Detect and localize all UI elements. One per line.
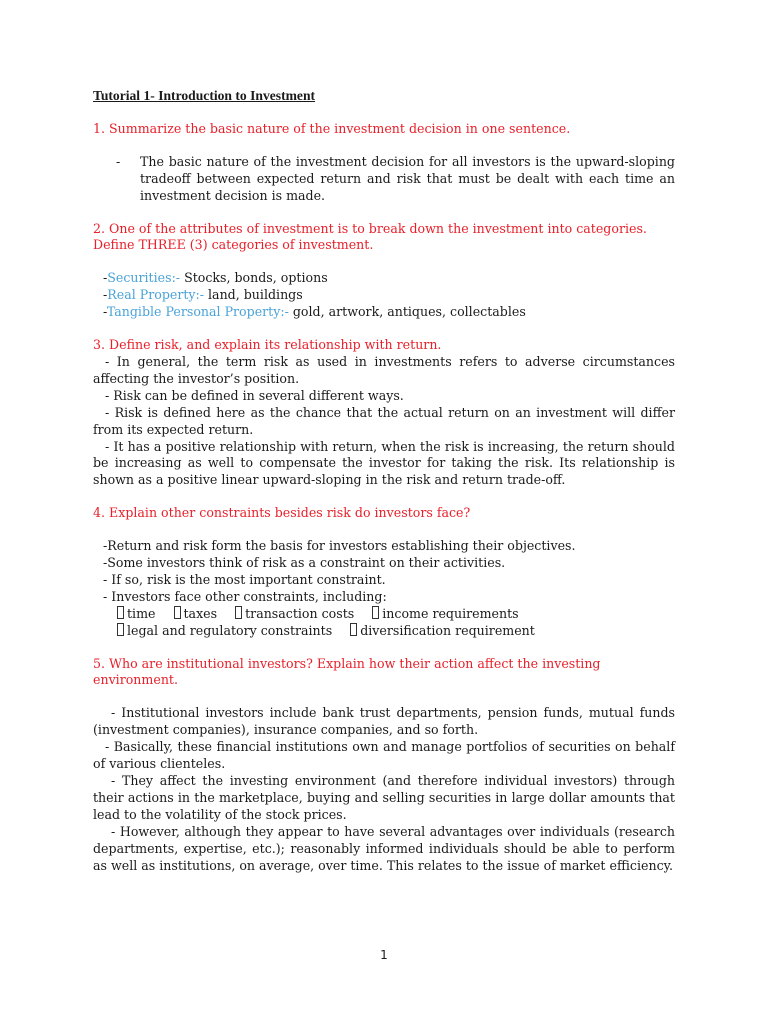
answer-5-point: - They affect the investing environment (and therefore individual investors) through their actions in the marketplace, buying and selling securities in large dollar amounts that lead to the volatility of the stock prices. xyxy=(93,773,675,822)
answer-5 xyxy=(93,705,675,874)
category-item: -Securities:- Stocks, bonds, options xyxy=(103,270,328,286)
answer-3-point: - It has a positive relationship with return, when the risk is increasing, the return should be increasing as well to compensate the investor for taking the risk. Its relationship is shown as a positive linear upward-sloping in the risk and return trade-off. xyxy=(93,438,675,488)
answer-4-point: - Investors face other constraints, including: xyxy=(103,588,387,604)
category-text: land, buildings xyxy=(204,287,303,303)
category-item: -Tangible Personal Property:- gold, artwork, antiques, collectables xyxy=(103,304,526,320)
bullet-box-icon xyxy=(117,606,124,619)
bullet-box-icon xyxy=(235,606,242,619)
answer-4-point: -Some investors think of risk as a constraint on their activities. xyxy=(103,555,506,571)
document-body xyxy=(93,88,675,890)
bullet-box-icon xyxy=(117,623,124,636)
categories-list xyxy=(93,270,675,321)
bullet-box-icon xyxy=(174,606,181,619)
answer-5-point: - Institutional investors include bank trust departments, pension funds, mutual funds (investment companies), insurance companies, and so forth. xyxy=(93,705,675,738)
question-3: 3. Define risk, and explain its relationship with return. xyxy=(93,337,442,353)
answer-3 xyxy=(93,354,675,489)
document-title: Tutorial 1- Introduction to Investment xyxy=(93,88,316,103)
category-text: gold, artwork, antiques, collectables xyxy=(288,304,526,320)
bullet-box-icon xyxy=(372,606,379,619)
answer-4 xyxy=(93,538,675,639)
question-4: 4. Explain other constraints besides risk do investors face? xyxy=(93,505,471,521)
page-number: 1 xyxy=(380,948,388,962)
question-2: 2. One of the attributes of investment is to break down the investment into categories. Define THREE (3) categories of investment. xyxy=(93,220,647,253)
answer-4-point: - If so, risk is the most important constraint. xyxy=(103,571,386,587)
answer-5-point: - However, although they appear to have several advantages over individuals (research departments, expertise, etc.); reasonably informed individuals should be able to perform as well as institutions, on average, over time. This relates to the issue of market efficiency. xyxy=(93,823,675,873)
answer-1-dash: - xyxy=(116,153,121,169)
constraint-item: legal and regulatory constraints xyxy=(127,622,333,638)
answer-3-point: - In general, the term risk as used in investments refers to adverse circumstances affecting the investor’s position. xyxy=(93,353,675,386)
category-label: Tangible Personal Property:- xyxy=(106,304,289,320)
question-5: 5. Who are institutional investors? Explain how their action affect the investing environment. xyxy=(93,655,601,688)
answer-5-point: - Basically, these financial institutions own and manage portfolios of securities on behalf of various clienteles. xyxy=(93,739,675,772)
constraint-item: transaction costs xyxy=(245,605,355,621)
constraint-item: diversification requirement xyxy=(360,622,535,638)
category-label: Real Property:- xyxy=(107,287,205,303)
constraint-item: taxes xyxy=(183,605,218,621)
constraints-row-1 xyxy=(93,606,675,623)
answer-3-point: - Risk is defined here as the chance that the actual return on an investment will differ from its expected return. xyxy=(93,404,675,437)
answer-4-point: -Return and risk form the basis for investors establishing their objectives. xyxy=(103,538,576,554)
answer-3-point: - Risk can be defined in several different ways. xyxy=(105,387,404,403)
category-text: Stocks, bonds, options xyxy=(180,270,328,286)
answer-1-text: The basic nature of the investment decision for all investors is the upward-sloping tradeoff between expected return and risk that must be dealt with each time an investment decision is made. xyxy=(140,153,675,203)
category-label: Securities:- xyxy=(107,270,181,286)
bullet-box-icon xyxy=(350,623,357,636)
answer-1 xyxy=(93,154,675,205)
question-1: 1. Summarize the basic nature of the investment decision in one sentence. xyxy=(93,120,571,136)
constraints-row-2 xyxy=(93,623,675,640)
constraint-item: time xyxy=(127,605,156,621)
category-item: -Real Property:- land, buildings xyxy=(103,287,303,303)
constraint-item: income requirements xyxy=(382,605,519,621)
